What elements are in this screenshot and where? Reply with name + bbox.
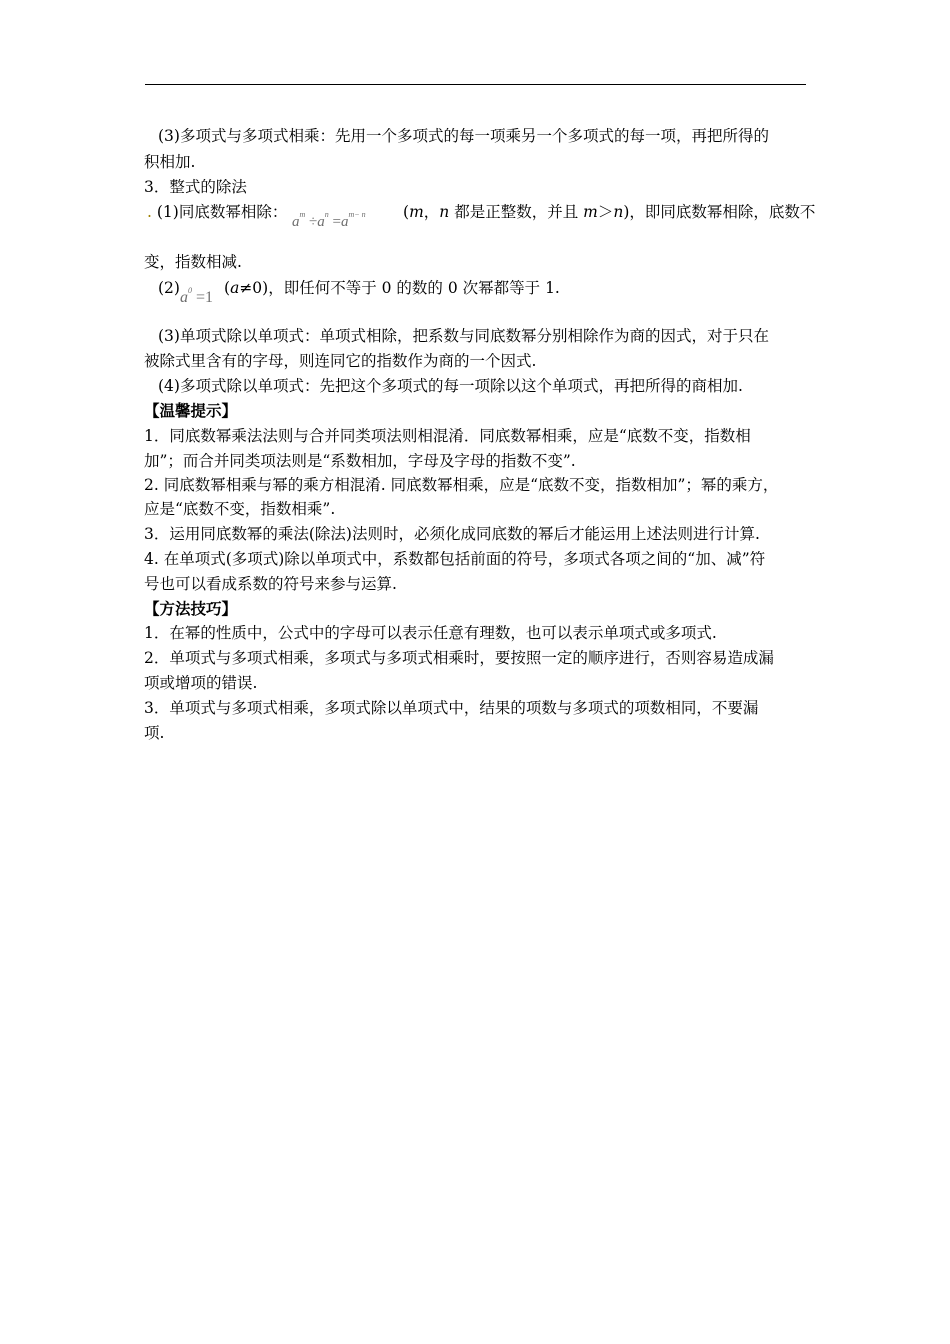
polynomial-division-rule: (4)多项式除以单项式：先把这个多项式的每一项除以这个单项式，再把所得的商相加. xyxy=(158,377,743,395)
tip-3: 3．运用同底数幂的乘法(除法)法则时，必须化成同底数的幂后才能运用上述法则进行计算. xyxy=(144,525,760,543)
method-3-cont: 项. xyxy=(144,724,165,742)
zero-exponent-label: (2) xyxy=(158,279,180,297)
header-rule xyxy=(145,84,806,85)
tip-2-cont: 应是“底数不变，指数相乘”. xyxy=(144,500,336,518)
same-base-division-condition: (m，n 都是正整数，并且 m＞n)，即同底数幂相除，底数不 xyxy=(403,203,816,221)
method-2: 2．单项式与多项式相乘，多项式与多项式相乘时，要按照一定的顺序进行，否则容易造成漏 xyxy=(144,649,774,667)
marker-dot: . xyxy=(147,203,157,221)
tips-heading: 【温馨提示】 xyxy=(144,401,238,420)
method-2-cont: 项或增项的错误. xyxy=(144,674,258,692)
polynomial-times-polynomial-rule: (3)多项式与多项式相乘：先用一个多项式的每一项乘另一个多项式的每一项，再把所得的 xyxy=(158,127,769,145)
method-1: 1．在幂的性质中，公式中的字母可以表示任意有理数，也可以表示单项式或多项式. xyxy=(144,624,717,642)
tip-1-cont: 加”；而合并同类项法则是“系数相加，字母及字母的指数不变”. xyxy=(144,452,576,470)
methods-heading: 【方法技巧】 xyxy=(144,599,238,618)
zero-exponent-rule: (a≠0)，即任何不等于 0 的数的 0 次幂都等于 1. xyxy=(224,279,560,297)
zero-exponent-formula: $a^0 =1$ xyxy=(180,286,214,306)
monomial-division-rule-cont: 被除式里含有的字母，则连同它的指数作为商的一个因式. xyxy=(144,352,537,370)
tip-4-cont: 号也可以看成系数的符号来参与运算. xyxy=(144,575,397,593)
same-base-division-label: . (1)同底数幂相除： xyxy=(147,203,288,221)
tip-2: 2. 同底数幂相乘与幂的乘方相混淆. 同底数幂相乘，应是“底数不变，指数相加”；幂的乘方， xyxy=(144,476,779,494)
tip-4: 4. 在单项式(多项式)除以单项式中，系数都包括前面的符号，多项式各项之间的“加、减”符 xyxy=(144,550,766,568)
method-3: 3．单项式与多项式相乘，多项式除以单项式中，结果的项数与多项式的项数相同，不要漏 xyxy=(144,699,759,717)
polynomial-times-polynomial-rule-cont: 积相加. xyxy=(144,153,196,171)
tip-1: 1．同底数幂乘法法则与合并同类项法则相混淆．同底数幂相乘，应是“底数不变，指数相 xyxy=(144,427,751,445)
same-base-division-rule-cont: 变，指数相减. xyxy=(144,253,242,271)
monomial-division-rule: (3)单项式除以单项式：单项式相除，把系数与同底数幂分别相除作为商的因式，对于只在 xyxy=(158,327,769,345)
division-heading: 3．整式的除法 xyxy=(144,178,247,196)
same-base-division-formula: $a^m \div a^n =a^{m- n}$ xyxy=(292,210,366,230)
